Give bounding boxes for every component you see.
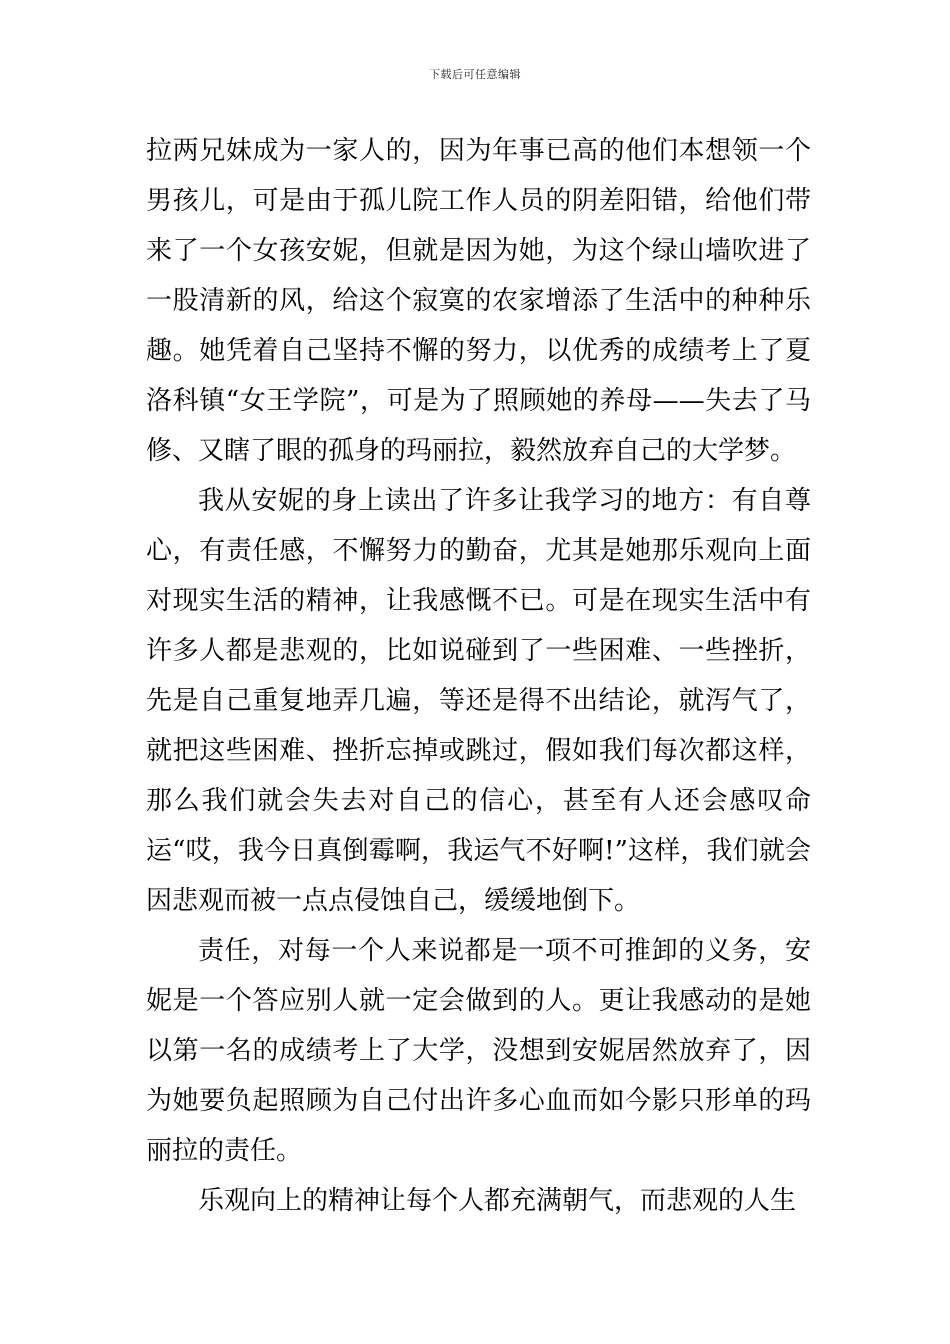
paragraph-2: 我从安妮的身上读出了许多让我学习的地方：有自尊心，有责任感，不懈努力的勤奋，尤其是她那乐观向上面对现实生活的精神，让我感慨不已。可是在现实生活中有许多人都是悲观的，比如说碰到了一些困难、一些挫折，先是自己重复地弄几遍，等还是得不出结论，就泻气了，就把这些困难、挫折忘掉或跳过，假如我们每次都这样，那么我们就会失去对自己的信心，甚至有人还会感叹命运“哎，我今日真倒霉啊，我运气不好啊!”这样，我们就会因悲观而被一点点侵蚀自己，缓缓地倒下。 — [146, 486, 811, 916]
paragraph-1: 拉两兄妹成为一家人的，因为年事已高的他们本想领一个男孩儿，可是由于孤儿院工作人员的阴差阳错，给他们带来了一个女孩安妮，但就是因为她，为这个绿山墙吹进了一股清新的风，给这个寂寞的农家增添了生活中的种种乐趣。她凭着自己坚持不懈的努力，以优秀的成绩考上了夏洛科镇“女王学院”，可是为了照顾她的养母——失去了马修、又瞎了眼的孤身的玛丽拉，毅然放弃自己的大学梦。 — [146, 136, 811, 466]
paragraph-4: 乐观向上的精神让每个人都充满朝气，而悲观的人生 — [198, 1186, 797, 1216]
paragraph-3: 责任，对每一个人来说都是一项不可推卸的义务，安妮是一个答应别人就一定会做到的人。更让我感动的是她以第一名的成绩考上了大学，没想到安妮居然放弃了，因为她要负起照顾为自己付出许多心血而如今影只形单的玛丽拉的责任。 — [146, 936, 811, 1166]
document-body — [146, 126, 811, 1226]
page-header: 下载后可任意编辑 — [429, 68, 521, 81]
